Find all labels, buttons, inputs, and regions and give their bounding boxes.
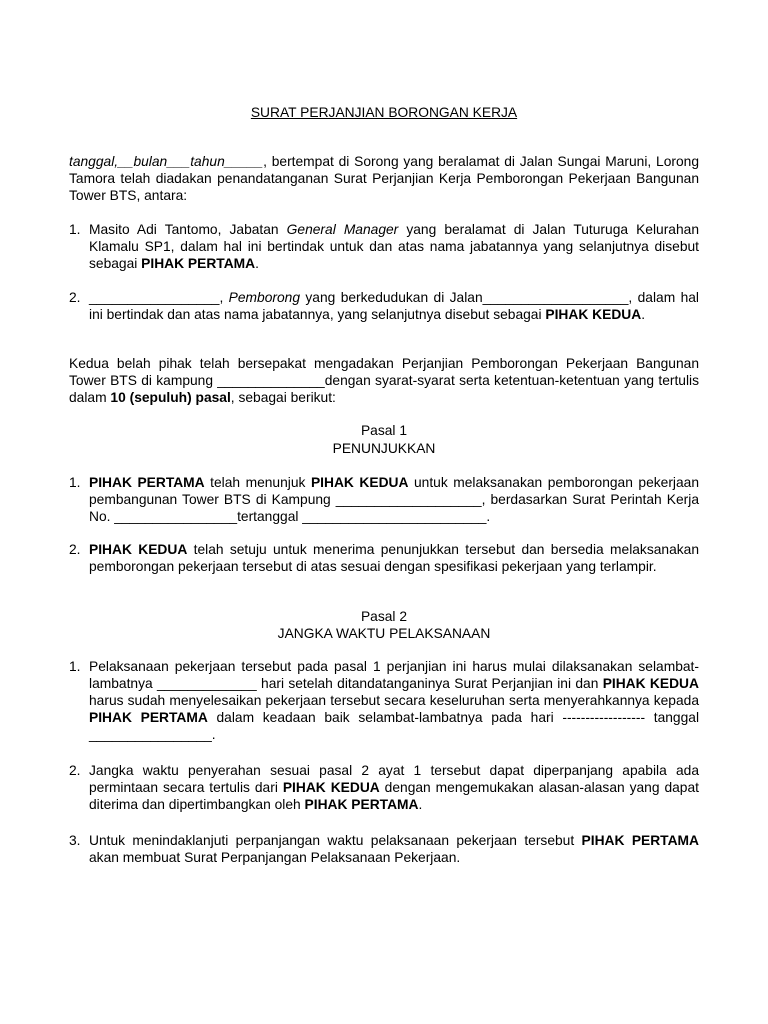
party-2-end: .	[641, 307, 646, 322]
agreement-end: , sebagai berikut:	[230, 390, 336, 405]
document-title: SURAT PERJANJIAN BORONGAN KERJA	[250, 105, 518, 120]
party-2-name-blank: _________________,	[89, 290, 229, 305]
pihak-kedua-label: PIHAK KEDUA	[282, 780, 380, 795]
pihak-pertama-label: PIHAK PERTAMA	[141, 256, 256, 271]
pasal-2-item-2-end: .	[418, 797, 423, 812]
party-1-item	[69, 221, 699, 272]
pasal-1-number: Pasal 1	[360, 423, 408, 438]
pasal-2-item-2	[69, 762, 699, 813]
party-2-role: Pemborong	[228, 290, 301, 305]
list-number: 1.	[69, 659, 81, 674]
list-number: 1.	[69, 222, 81, 237]
pihak-kedua-label: PIHAK KEDUA	[545, 307, 642, 322]
pihak-kedua-label: PIHAK KEDUA	[89, 542, 188, 557]
pasal-2-item-1-text: Pelaksanaan pekerjaan tersebut pada pasal 1 perjanjian ini harus mulai dilaksanakan selambat-lambatnya _____________ hari setelah ditandatanganinya Surat Perjanjian ini dan	[89, 659, 699, 691]
pasal-1-item-1	[69, 474, 699, 525]
agreement-text: Kedua belah pihak telah bersepakat mengadakan Perjanjian Pemborongan Pekerjaan Bangunan Tower BTS di kampung ______________dengan syarat-syarat serta ketentuan-ketentuan yang tertulis dalam	[69, 356, 699, 405]
pasal-2-item-3-end: akan membuat Surat Perpanjangan Pelaksanaan Pekerjaan.	[89, 850, 461, 865]
party-1-text-cont: yang beralamat di Jalan Tuturuga Kelurahan Klamalu SP1, dalam hal ini bertindak untuk dan atas nama jabatannya yang selanjutnya disebut sebagai	[89, 222, 700, 271]
pihak-kedua-label: PIHAK KEDUA	[602, 676, 699, 691]
pasal-1-item-1-text: telah menunjuk	[204, 475, 311, 490]
pasal-2-item-1-text-cont: harus sudah menyelesaikan pekerjaan tersebut secara keseluruhan serta menyerahkannya kepada	[89, 693, 699, 708]
pihak-pertama-label: PIHAK PERTAMA	[89, 475, 205, 490]
pasal-1-item-2-text: telah setuju untuk menerima penunjukkan tersebut dan bersedia melaksanakan pemborongan pekerjaan tersebut di atas sesuai dengan spesifikasi pekerjaan yang terlampir.	[89, 542, 699, 574]
list-number: 2.	[69, 763, 81, 778]
pihak-kedua-label: PIHAK KEDUA	[310, 475, 409, 490]
agreement-paragraph	[69, 355, 699, 406]
party-1-end: .	[255, 256, 259, 271]
pasal-2-heading: JANGKA WAKTU PELAKSANAAN	[277, 626, 491, 641]
intro-text: , bertempat di Sorong yang beralamat di Jalan Sungai Maruni, Lorong Tamora telah diadakan penandatanganan Surat Perjanjian Kerja Pemborongan Pekerjaan Bangunan Tower BTS, antara:	[69, 154, 699, 203]
list-number: 3.	[69, 833, 81, 848]
pihak-pertama-label: PIHAK PERTAMA	[304, 797, 419, 812]
party-2-text: yang berkedudukan di Jalan___________________, dalam hal ini bertindak dan atas nama jabatannya, yang selanjutnya disebut sebagai	[89, 290, 699, 322]
party-2-item	[69, 289, 699, 323]
list-number: 1.	[69, 475, 81, 490]
pasal-count: 10 (sepuluh) pasal	[110, 390, 231, 405]
pasal-2-item-2-text-cont: dengan mengemukakan alasan-alasan yang dapat diterima dan dipertimbangkan oleh	[89, 780, 699, 812]
party-1-position: General Manager	[286, 222, 399, 237]
pasal-2-number: Pasal 2	[360, 609, 408, 624]
pasal-1-item-2	[69, 541, 699, 575]
intro-paragraph	[69, 153, 699, 204]
pasal-2-item-1	[69, 658, 699, 743]
pasal-2-item-2-text: Jangka waktu penyerahan sesuai pasal 2 ayat 1 tersebut dapat diperpanjang apabila ada permintaan secara tertulis dari	[89, 763, 699, 795]
pasal-1-heading: PENUNJUKKAN	[332, 441, 436, 456]
list-number: 2.	[69, 290, 81, 305]
pihak-pertama-label: PIHAK PERTAMA	[89, 710, 208, 725]
pihak-pertama-label: PIHAK PERTAMA	[581, 833, 700, 848]
intro-date-placeholder: tanggal,__bulan___tahun_____	[69, 154, 264, 169]
pasal-2-item-3-text: Untuk menindaklanjuti perpanjangan waktu pelaksanaan pekerjaan tersebut	[89, 833, 582, 848]
pasal-2-item-3	[69, 832, 699, 866]
pasal-1-item-1-text-cont: untuk melaksanakan pemborongan pekerjaan pembangunan Tower BTS di Kampung ___________________, berdasarkan Surat Perintah Kerja No. ________________tertanggal ________________________.	[89, 475, 700, 524]
party-1-text: Masito Adi Tantomo, Jabatan	[89, 222, 287, 237]
list-number: 2.	[69, 542, 81, 557]
pasal-2-item-1-end: dalam keadaan baik selambat-lambatnya pada hari ------------------ tanggal ________________.	[89, 710, 700, 742]
